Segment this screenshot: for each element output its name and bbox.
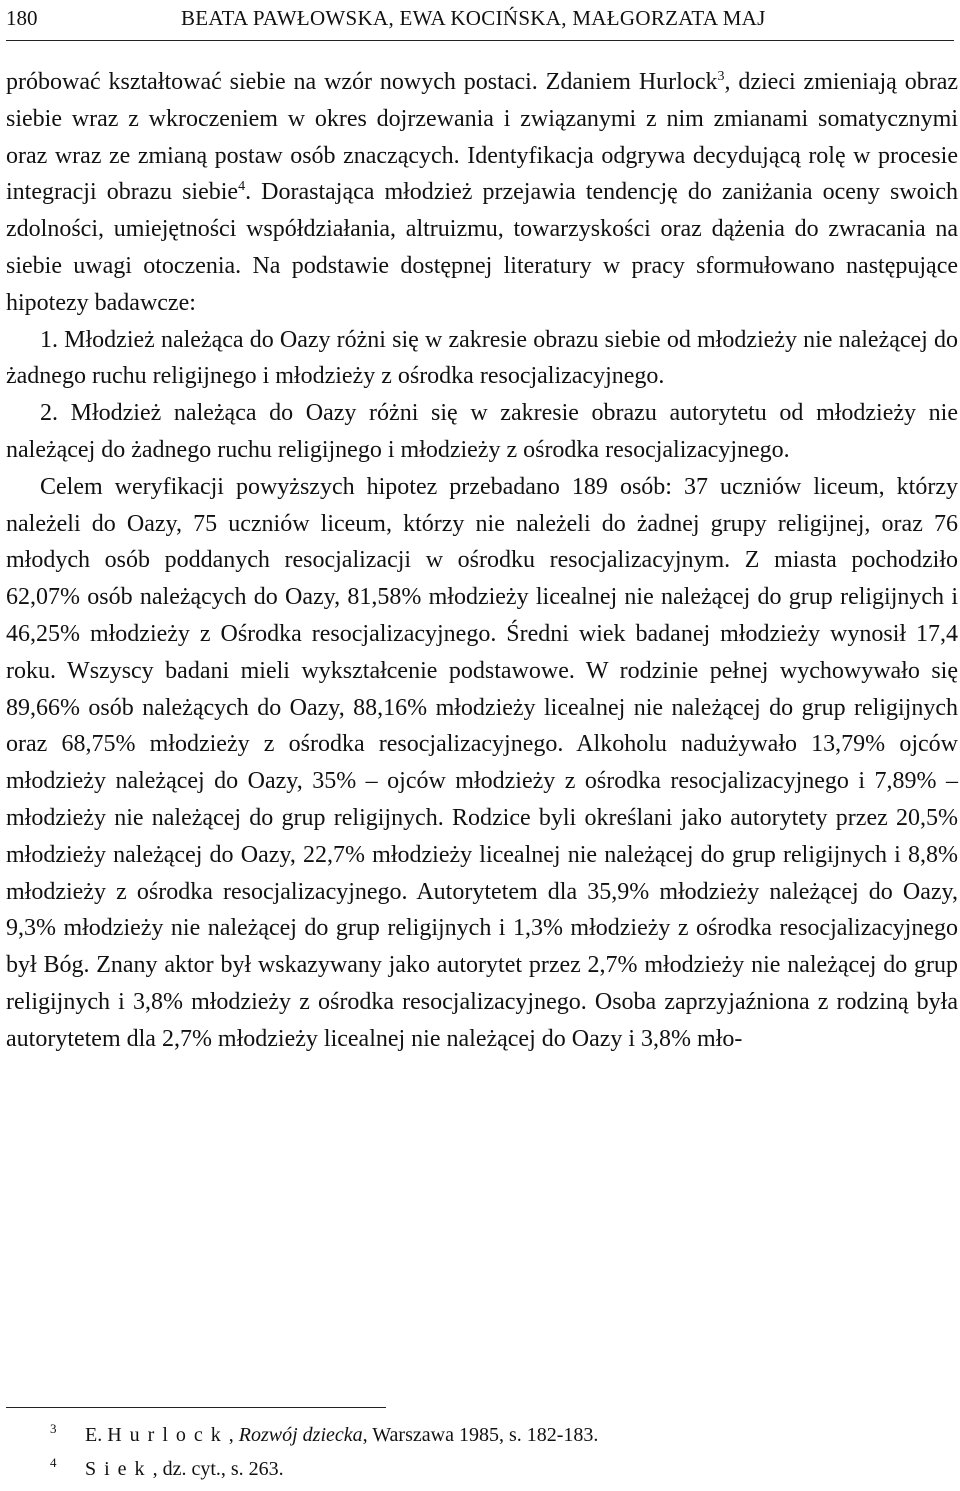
footnote-sep: , [228,1424,239,1446]
footnotes [6,1418,946,1486]
footnote-author: Hurlock [107,1424,229,1446]
paragraph-method: Celem weryfikacji powyższych hipotez przebadano 189 osób: 37 uczniów liceum, którzy należeli do Oazy, 75 uczniów liceum, którzy nie należeli do żadnej grupy religijnej, oraz 76 młodych osób poddanych resocjalizacji w ośrodku resocjalizacyjnym. Z miasta pochodziło 62,07% osób należących do Oazy, 81,58% młodzieży licealnej nie należącej do grup religijnych i 46,25% młodzieży z Ośrodka resocjalizacyjnego. Średni wiek badanej młodzieży wynosił 17,4 roku. Wszyscy badani mieli wykształcenie podstawowe. W rodzinie pełnej wychowywało się 89,66% osób należących do Oazy, 88,16% młodzieży licealnej nie należącej do grup religijnych oraz 68,75% młodzieży z ośrodka resocjalizacyjnego. Alkoholu nadużywało 13,79% ojców młodzieży należącej do Oazy, 35% – ojców młodzieży z ośrodka resocjalizacyjnego i 7,89% – młodzieży nie należącej do grup religijnych. Rodzice byli określani jako autorytety przez 20,5% młodzieży należącej do Oazy, 22,7% młodzieży licealnej nie należącej do grup religijnych i 8,8% młodzieży z ośrodka resocjalizacyjnego. Autorytetem dla 35,9% młodzieży należącej do Oazy, 9,3% młodzieży nie należącej do grup religijnych i 1,3% młodzieży z ośrodka resocjalizacyjnego był Bóg. Znany aktor był wskazywany jako autorytet przez 2,7% młodzieży nie należącej do grup religijnych i 3,8% młodzieży z ośrodka resocjalizacyjnego. Osoba zaprzyjaźniona z rodziną była autorytetem dla 2,7% młodzieży licealnej nie należącej do Oazy i 3,8% mło- [6,473,958,1052]
header-rule [6,40,954,41]
hypothesis-2: 2. Młodzież należąca do Oazy różni się w zakresie obrazu autorytetu od młodzieży nie należącej do żadnego ruchu religijnego i młodzieży z ośrodka resocjalizacyjnego. [6,400,958,463]
footnote-ref-4[interactable]: 4 [238,179,246,195]
page-number: 180 [6,6,38,30]
footnote-rest: , dz. cyt., s. 263. [152,1458,284,1480]
running-head: BEATA PAWŁOWSKA, EWA KOCIŃSKA, MAŁGORZATA MAJ [181,6,766,30]
footnote-title: Rozwój dziecka [238,1424,363,1446]
page-header [6,6,954,36]
footnote-rest: , Warszawa 1985, s. 182-183. [362,1424,599,1446]
hypothesis-1: 1. Młodzież należąca do Oazy różni się w zakresie obrazu siebie od młodzieży nie należącej do żadnego ruchu religijnego i młodzieży z ośrodka resocjalizacyjnego. [6,326,958,390]
footnote-4: $^4$ Siek, dz. cyt., s. 263. [50,1455,284,1480]
footnote-3: $^3$ E. Hurlock, Rozwój dziecka, Warszawa 1985, s. 182-183. [50,1421,599,1446]
paragraph-intro-part-b: , dzieci zmieniają obraz siebie wraz z wkroczeniem w okres dojrzewania i związanymi z nim zmianami somatycznymi oraz wraz ze zmianą postaw osób znaczących. Identyfikacja odgrywa decydującą rolę w procesie integracji obrazu siebie [6,69,958,206]
footnote-rule [6,1407,386,1408]
footnote-author: Siek [85,1458,153,1480]
paragraph-intro-part-c: . Dorastająca młodzież przejawia tendencję do zaniżania oceny swoich zdolności, umiejętności współdziałania, altruizmu, towarzyskości oraz dążenia do zwracania na siebie uwagi otoczenia. Na podstawie dostępnej literatury w pracy sformułowano następujące hipotezy badawcze: [6,179,958,316]
paragraph-intro [6,64,958,322]
paragraph-intro-part-a: próbować kształtować siebie na wzór nowych postaci. Zdaniem Hurlock [6,69,718,95]
body-text [6,64,958,1058]
footnote-author-initial: E. [85,1424,108,1446]
footnote-ref-3[interactable]: 3 [717,69,725,84]
